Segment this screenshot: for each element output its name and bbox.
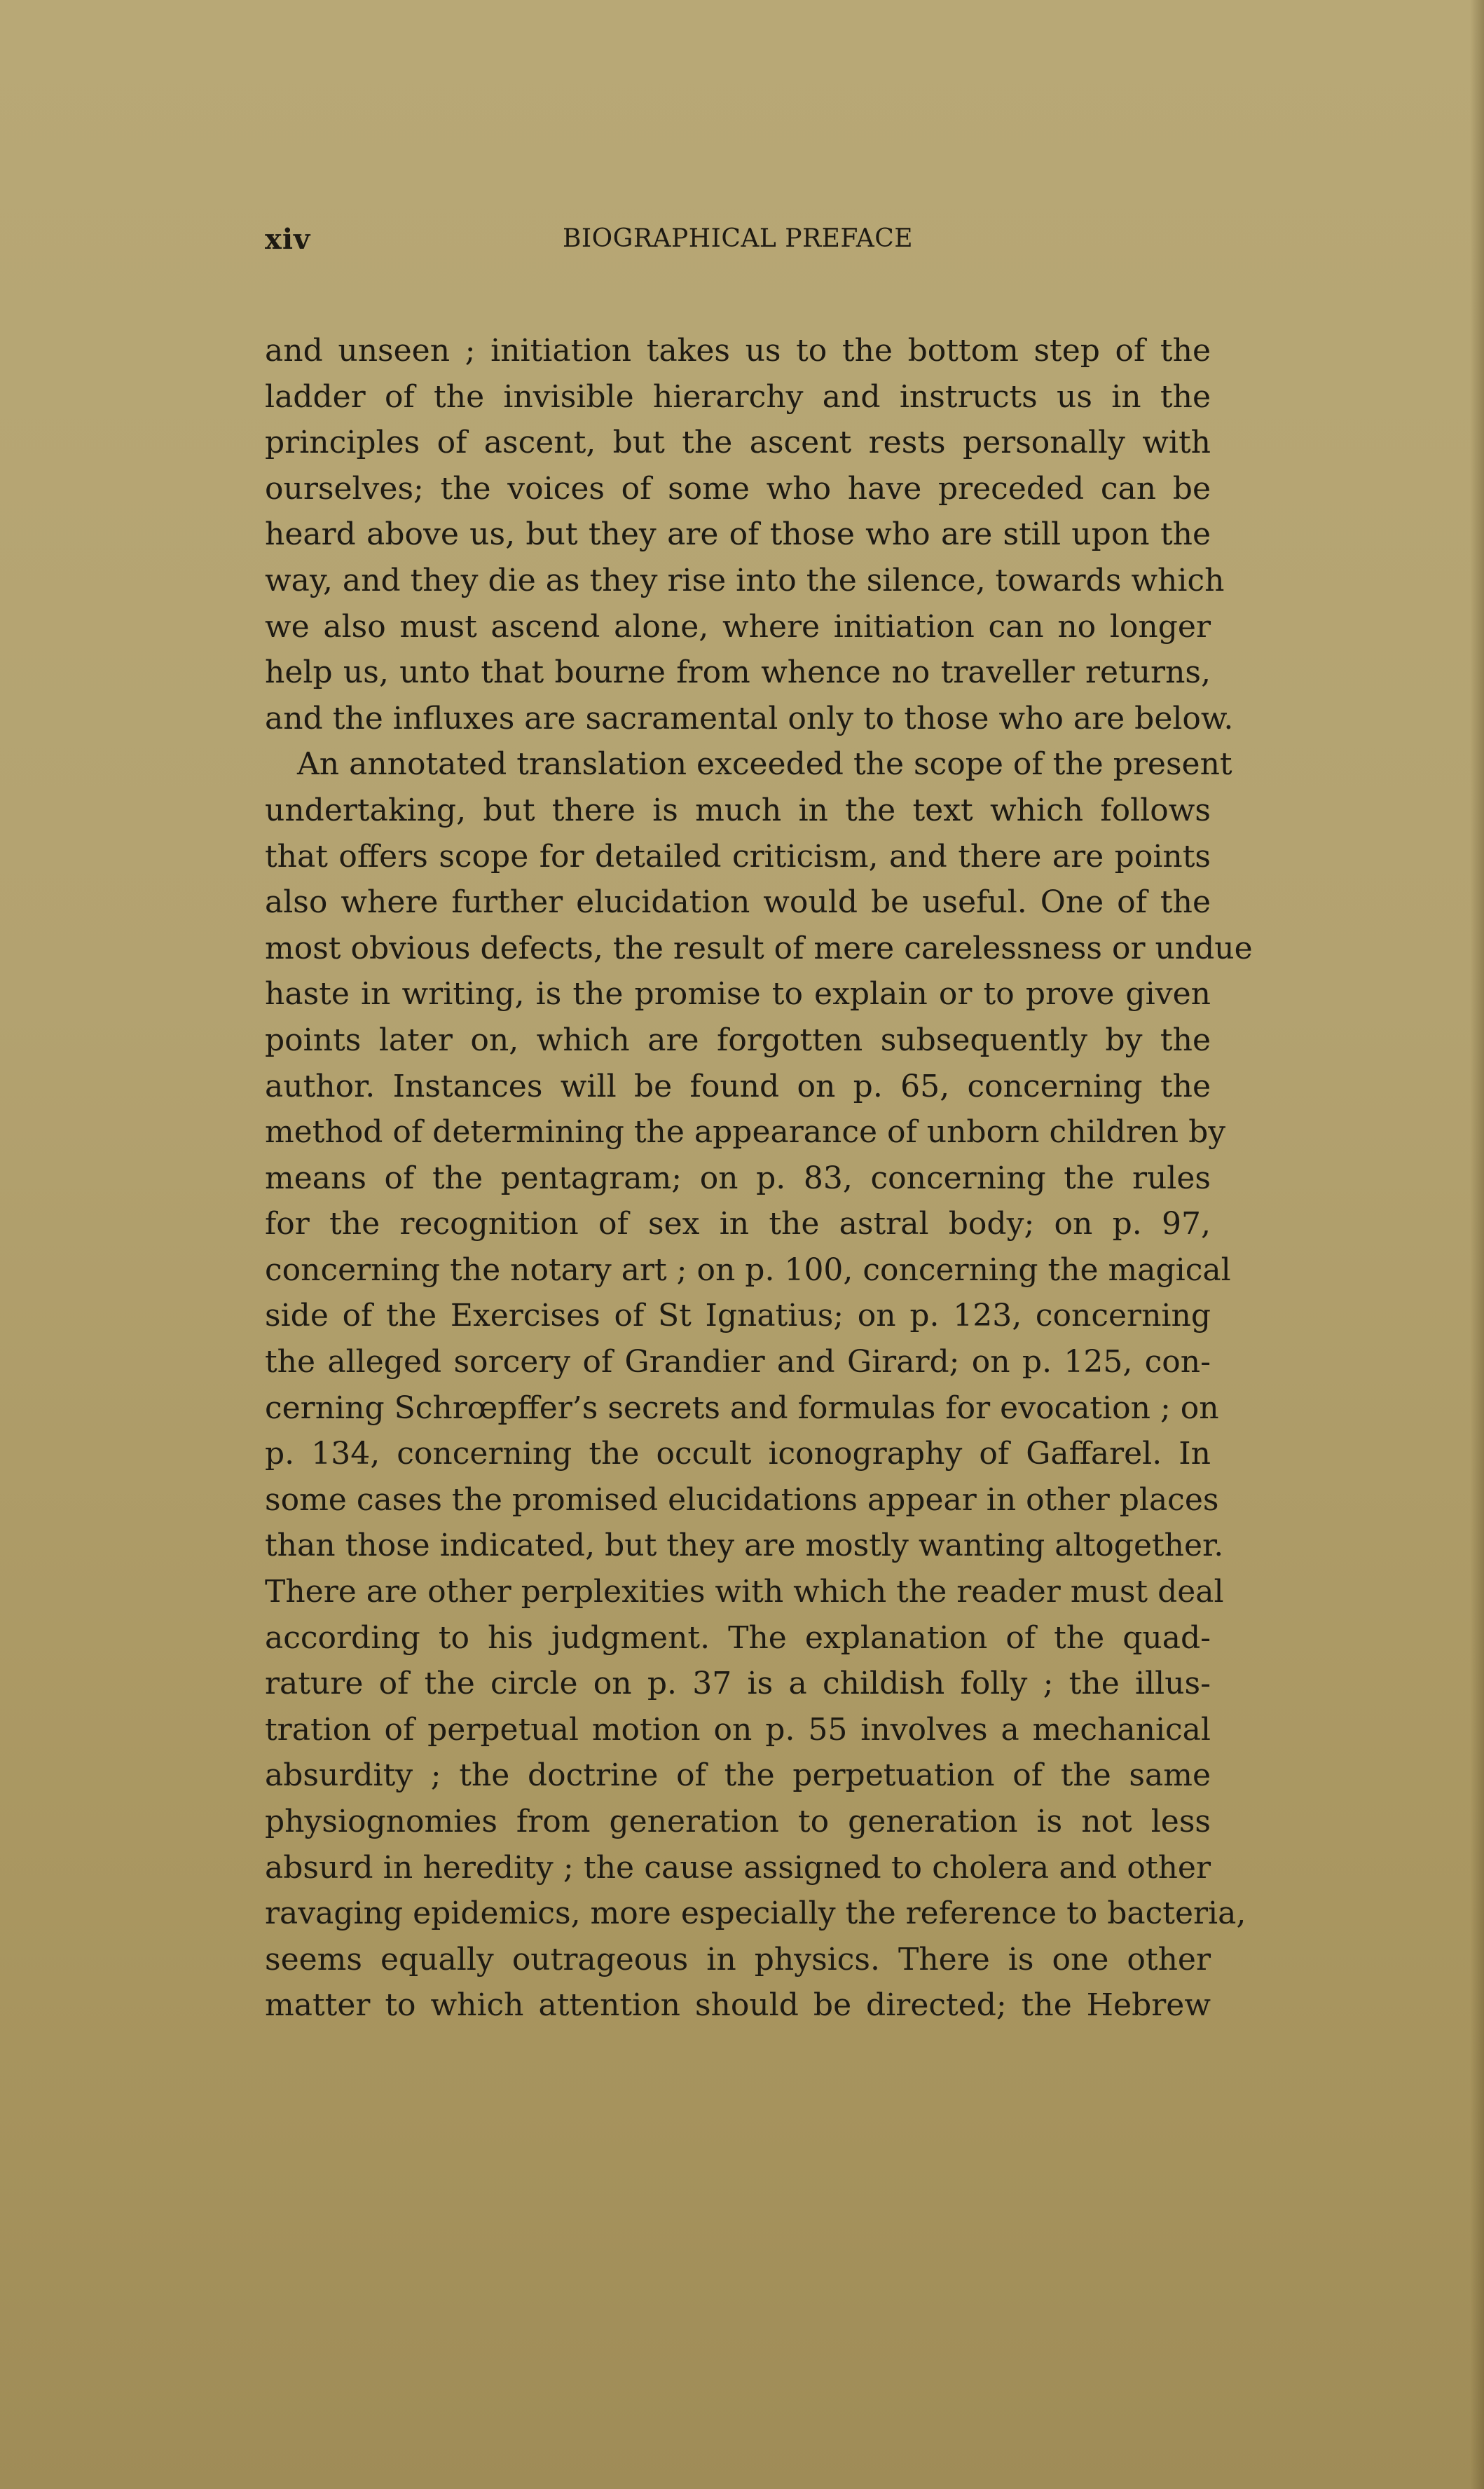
text-line: author. Instances will be found on p. 65, concerning the [265,1068,1211,1104]
text-line: way, and they die as they rise into the silence, towards which [265,562,1225,598]
text-line: and unseen ; initiation takes us to the bottom step of the [265,333,1211,369]
book-page [265,223,1253,2029]
paragraph-start-line: An annotated translation exceeded the scope of the present [297,746,1232,783]
text-line: seems equally outrageous in physics. There is one other [265,1941,1211,1977]
body-text [265,328,1253,2029]
text-line: means of the pentagram; on p. 83, concerning the rules [265,1160,1211,1196]
text-line: principles of ascent, but the ascent rests personally with [265,425,1211,461]
text-line: tration of perpetual motion on p. 55 involves a mechanical [265,1711,1211,1748]
running-head-title: BIOGRAPHICAL PREFACE [562,224,914,253]
text-line: side of the Exercises of St Ignatius; on p. 123, concerning [265,1298,1211,1334]
text-line: the alleged sorcery of Grandier and Girard; on p. 125, con- [265,1344,1211,1380]
text-line: absurd in heredity ; the cause assigned to cholera and other [265,1849,1211,1886]
text-line: undertaking, but there is much in the text which follows [265,792,1211,828]
text-line: method of determining the appearance of unborn children by [265,1114,1226,1151]
text-line: ourselves; the voices of some who have preceded can be [265,470,1211,507]
text-line: ladder of the invisible hierarchy and instructs us in the [265,378,1211,415]
paper-edge-shadow [1470,0,1484,2489]
text-line: heard above us, but they are of those who are still upon the [265,516,1211,553]
text-line: than those indicated, but they are mostly wanting altogether. [265,1528,1224,1564]
text-line: p. 134, concerning the occult iconography of Gaffarel. In [265,1436,1211,1472]
text-line: most obvious defects, the result of mere carelessness or undue [265,930,1253,966]
text-line: help us, unto that bourne from whence no traveller returns, [265,654,1211,691]
text-line: also where further elucidation would be useful. One of the [265,884,1211,921]
text-line: ravaging epidemics, more especially the reference to bacteria, [265,1895,1246,1932]
text-line: cerning Schrœpffer’s secrets and formulas for evocation ; on [265,1390,1219,1426]
running-head [265,223,1211,265]
text-line: that offers scope for detailed criticism, and there are points [265,838,1211,875]
text-line: rature of the circle on p. 37 is a childish folly ; the illus- [265,1666,1211,1702]
page-number: xiv [265,223,311,256]
text-line: concerning the notary art ; on p. 100, concerning the magical [265,1252,1231,1288]
text-line: physiognomies from generation to generation is not less [265,1804,1211,1839]
text-line: points later on, which are forgotten subsequently by the [265,1022,1211,1058]
text-line: There are other perplexities with which the reader must deal [265,1574,1224,1610]
text-line: we also must ascend alone, where initiation can no longer [265,608,1211,645]
text-line: some cases the promised elucidations appear in other places [265,1481,1219,1518]
text-line: according to his judgment. The explanation of the quad- [265,1619,1211,1656]
paragraph-end-line: and the influxes are sacramental only to those who are below. [265,700,1234,736]
text-line: matter to which attention should be directed; the Hebrew [265,1987,1211,2024]
text-line: for the recognition of sex in the astral body; on p. 97, [265,1206,1211,1242]
text-line: absurdity ; the doctrine of the perpetuation of the same [265,1757,1211,1794]
text-line: haste in writing, is the promise to explain or to prove given [265,976,1211,1013]
